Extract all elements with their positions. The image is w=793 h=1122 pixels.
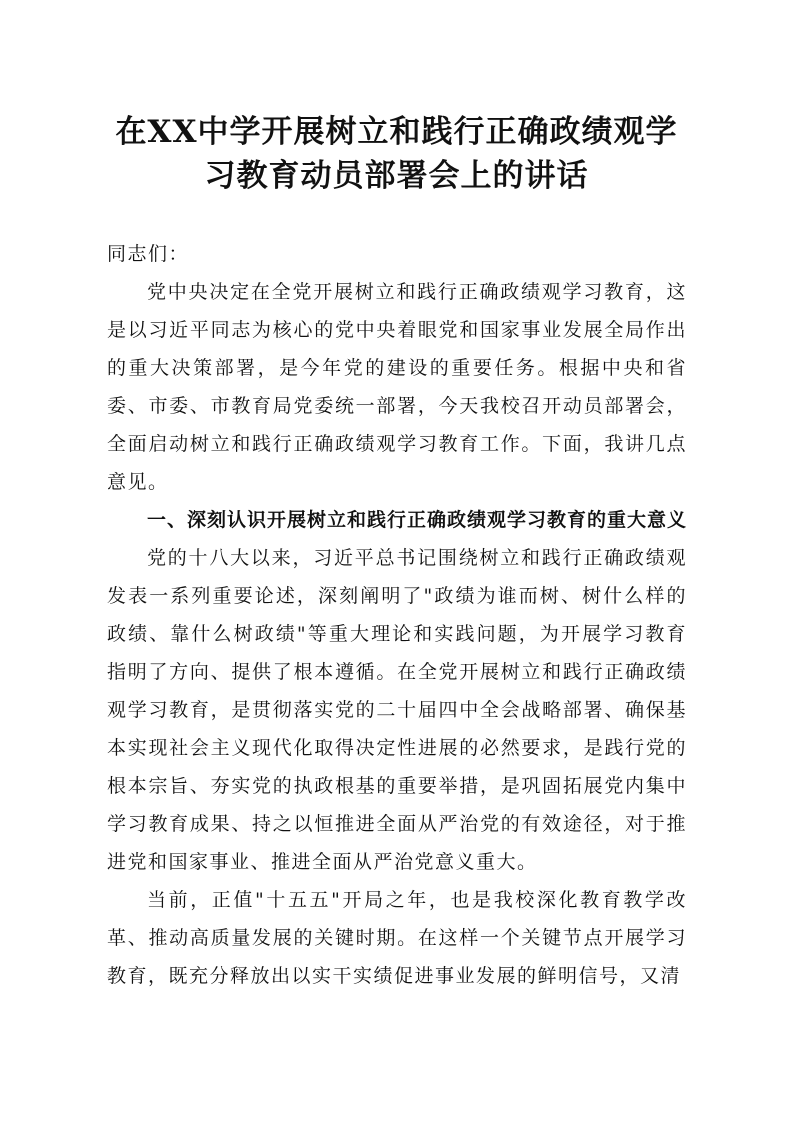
section-heading: 一、深刻认识开展树立和践行正确政绩观学习教育的重大意义 [147,509,688,531]
document-body [107,235,687,995]
intro-paragraph: 党中央决定在全党开展树立和践行正确政绩观学习教育，这是以习近平同志为核心的党中央着眼党和国家事业发展全局作出的重大决策部署，是今年党的建设的重要任务。根据中央和省委、市委、市教育局党委统一部署，今天我校召开动员部署会，全面启动树立和践行正确政绩观学习教育工作。下面，我讲几点意见。 [107,281,687,493]
section-paragraph-1: 党的十八大以来，习近平总书记围绕树立和践行正确政绩观发表一系列重要论述，深刻阐明了"政绩为谁而树、树什么样的政绩、靠什么树政绩"等重大理论和实践问题，为开展学习教育指明了方向、提供了根本遵循。在全党开展树立和践行正确政绩观学习教育，是贯彻落实党的二十届四中全会战略部署、确保基本实现社会主义现代化取得决定性进展的必然要求，是践行党的根本宗旨、夯实党的执政根基的重要举措，是巩固拓展党内集中学习教育成果、持之以恒推进全面从严治党的有效途径，对于推进党和国家事业、推进全面从严治党意义重大。 [107,547,687,873]
document-title [90,110,703,198]
salutation: 同志们： [107,243,190,265]
section-paragraph-2: 当前，正值"十五五"开局之年，也是我校深化教育教学改革、推动高质量发展的关键时期。在这样一个关键节点开展学习教育，既充分释放出以实干实绩促进事业发展的鲜明信号，又清 [107,889,687,987]
title-line-1: 在XX中学开展树立和践行正确政绩观学 [115,114,678,150]
title-line-2: 习教育动员部署会上的讲话 [204,158,589,194]
